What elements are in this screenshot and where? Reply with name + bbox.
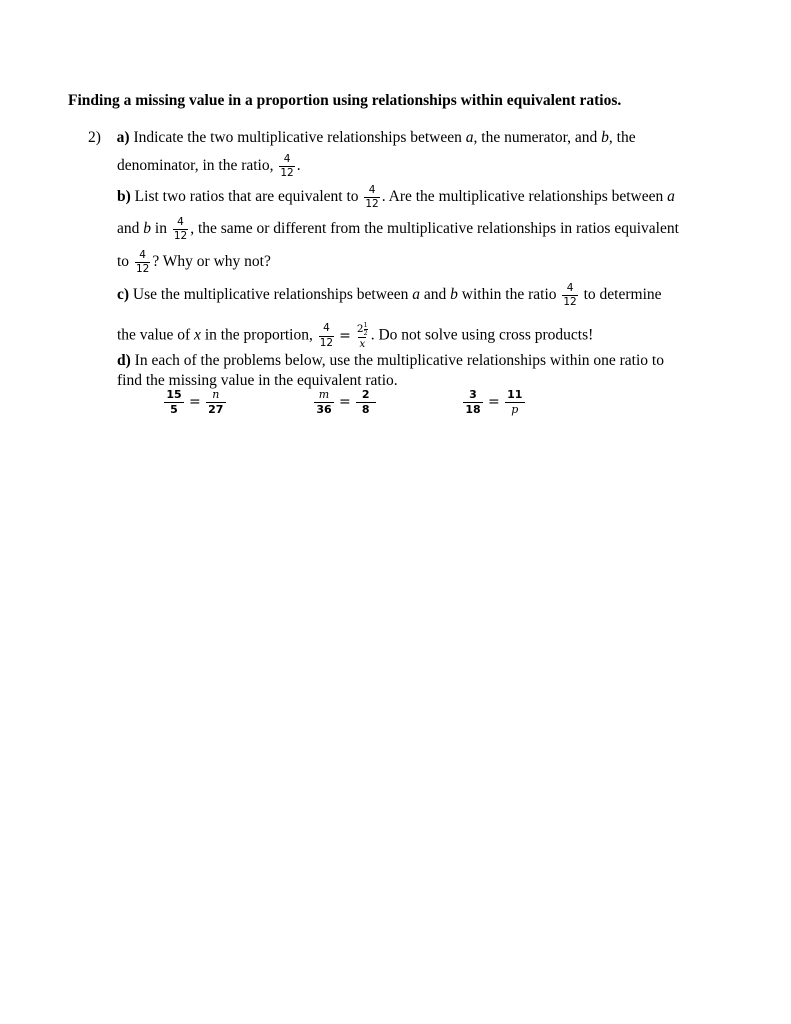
part-d-line-1 [117,353,664,369]
equals-sign: = [339,394,351,411]
ratio-fraction [364,185,379,210]
problem-1 [162,389,228,415]
fraction-denominator: 12 [563,296,577,309]
part-a-label: a) [116,129,130,146]
part-b-text: , the same or different from the multiplicative relationships in ratios equivalent [190,220,679,238]
var-a: a [465,129,474,146]
part-b-text: . Are the multiplicative relationships between [381,188,668,206]
problem-right-fraction [505,389,525,415]
part-d-text: find the missing value in the equivalent ratio. [117,372,398,389]
part-c-text: the value of [117,326,195,344]
equals-sign: = [339,328,351,344]
part-c-text: Use the multiplicative relationships between [129,286,413,304]
problem-left-fraction [463,389,483,415]
problem-number: 2) [88,129,101,146]
fraction-numerator: 3 [469,388,477,401]
part-c-text: within the ratio [457,286,561,304]
part-b-text: in [151,220,171,238]
mixed-number [356,322,369,337]
part-c-text: in the proportion, [200,326,317,344]
part-a-text: , the [608,129,636,146]
mixed-whole: 2 [356,323,364,335]
problem-right-fraction [206,389,226,415]
part-a-text: denominator, in the ratio, [117,157,278,175]
fraction-numerator: 4 [368,184,376,196]
fraction-numerator: 4 [566,282,574,294]
fraction-denominator: 8 [356,402,376,416]
part-d-label: d) [117,352,131,369]
fraction-denominator: 12 [365,198,379,211]
punctuation: . [296,157,301,175]
fraction-numerator: 2 [361,388,370,401]
var-b: b [143,220,152,238]
problem-right-fraction [356,389,376,415]
part-b-text: ? Why or why not? [152,253,271,271]
mixed-over-x-fraction [356,322,369,350]
fraction-numerator: 11 [507,388,523,401]
var-b: b [450,286,458,304]
part-d-text: In each of the problems below, use the multiplicative relationships within one ratio to [130,352,664,369]
ratio-fraction [173,217,188,242]
fraction-numerator: n [212,388,220,401]
var-a: a [667,188,675,206]
mixed-fraction [364,322,368,336]
problem-left-fraction [314,389,334,415]
fraction-numerator: 4 [283,153,291,165]
fraction-numerator: 4 [323,322,330,335]
ratio-fraction [562,283,577,308]
fraction-denominator: 12 [173,230,188,243]
fraction-numerator: m [318,388,330,401]
ratio-fraction [135,250,150,275]
part-b-text: and [117,220,144,238]
part-b-line-1 [117,185,675,210]
part-c-text: to determine [579,286,662,304]
equals-sign: = [189,394,201,411]
problem-2 [312,389,378,415]
fraction-denominator: 18 [463,402,483,416]
problem-left-fraction [164,389,184,415]
fraction-denominator: 27 [206,402,226,416]
problem-3 [461,389,527,415]
ratio-fraction [319,323,334,348]
fraction-numerator: 4 [177,216,184,228]
part-a-line-1 [88,130,636,146]
fraction-denominator: x [359,338,366,350]
fraction-denominator: 12 [135,263,150,276]
fraction-numerator: 15 [166,388,182,401]
ratio-fraction [279,154,294,179]
part-a-text: , the numerator, and [473,129,602,146]
var-x: x [194,326,201,344]
fraction-denominator: p [505,402,525,416]
part-c-line-2 [117,322,593,350]
part-d-line-2 [117,373,398,389]
part-c-line-1 [117,283,662,308]
part-c-text: and [420,286,451,304]
page-title: Finding a missing value in a proportion using relationships within equivalent ratios. [68,92,622,109]
mixed-numerator: 1 [363,321,368,329]
fraction-denominator: 12 [280,167,294,180]
part-b-label: b) [117,188,131,206]
equals-sign: = [488,394,500,411]
part-b-line-2 [117,217,679,242]
part-b-text: to [117,253,133,271]
fraction-denominator: 12 [319,336,334,349]
part-b-line-3 [117,250,271,275]
fraction-numerator: 4 [139,249,146,261]
part-a-line-2 [117,154,301,179]
mixed-denominator: 2 [363,328,368,337]
fraction-denominator: 36 [314,402,334,416]
part-a-text: Indicate the two multiplicative relationships between [129,129,466,146]
part-c-label: c) [117,286,130,304]
part-c-text: . Do not solve using cross products! [370,326,594,344]
var-b: b [601,129,609,146]
fraction-denominator: 5 [164,402,184,416]
part-b-text: List two ratios that are equivalent to [130,188,363,206]
var-a: a [412,286,421,304]
